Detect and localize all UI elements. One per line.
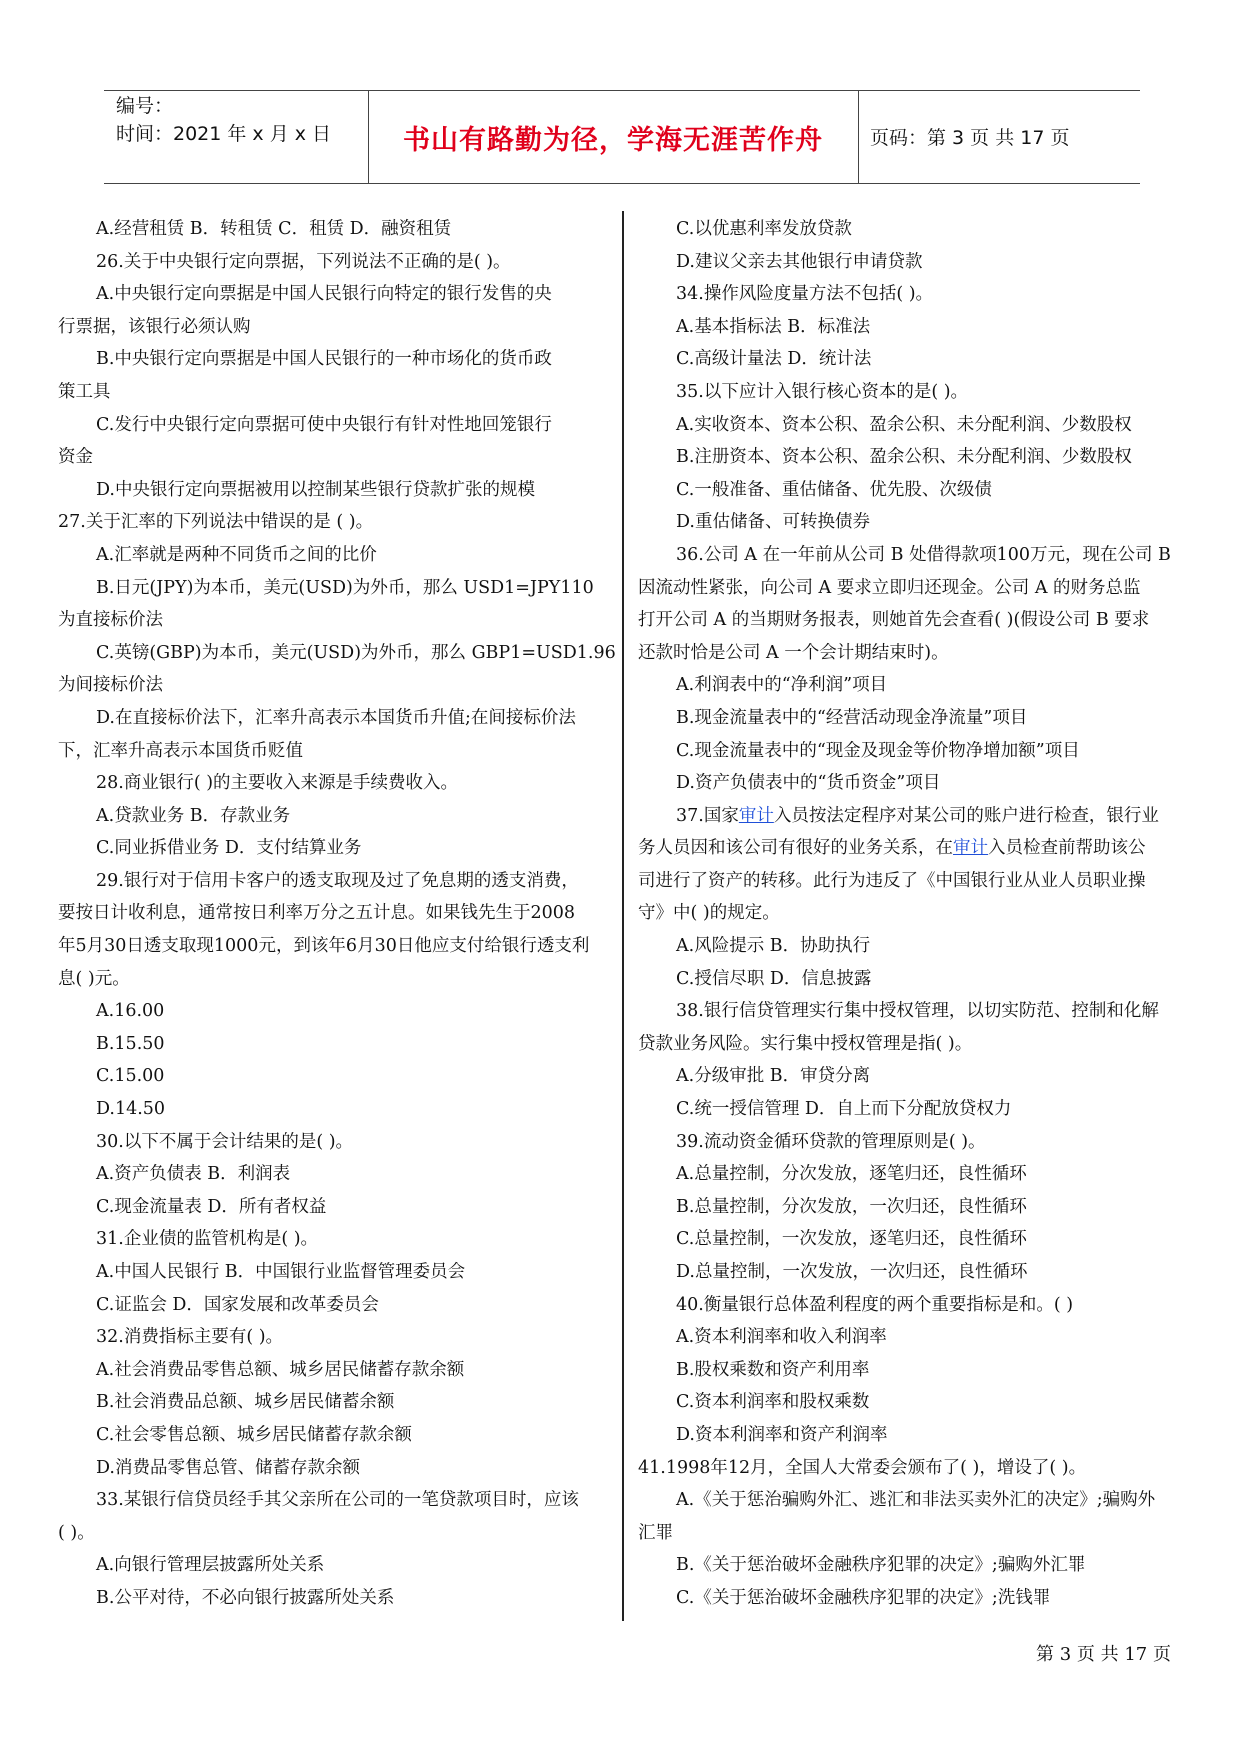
text-line [638,572,1194,605]
text-span: D.资本利润率和资产利润率 [676,1424,888,1445]
text-line: A.社会消费品零售总额、城乡居民储蓄存款余额 [96,1359,465,1380]
text-line [638,735,1194,768]
text-span: 汇罪 [638,1522,673,1543]
header-divider-right [858,90,859,184]
text-line: D.在直接标价法下，汇率升高表示本国货币升值;在间接标价法 [96,707,576,728]
text-line [638,930,1194,963]
text-span: 因流动性紧张，向公司 A 要求立即归还现金。公司 A 的财务总监 [638,577,1141,598]
text-line: 26.关于中央银行定向票据，下列说法不正确的是( )。 [96,251,511,272]
text-span: 41.1998年12月，全国人大常委会颁布了( )，增设了( )。 [638,1457,1087,1478]
text-line: B.15.50 [96,1033,165,1054]
text-line: C.同业拆借业务 D．支付结算业务 [96,838,362,859]
text-line: A.汇率就是两种不同货币之间的比价 [96,544,377,565]
text-span: C.高级计量法 D．统计法 [676,349,872,370]
text-span: B.《关于惩治破坏金融秩序犯罪的决定》;骗购外汇罪 [676,1555,1086,1576]
text-line: A.中央银行定向票据是中国人民银行向特定的银行发售的央 [96,284,552,305]
text-line [638,995,1194,1028]
text-line [638,1223,1194,1256]
text-span: A.基本指标法 B．标准法 [676,316,871,337]
text-line: A.资产负债表 B．利润表 [96,1164,291,1185]
text-line [638,1093,1194,1126]
text-line: B.日元(JPY)为本币，美元(USD)为外币，那么 USD1=JPY110 [96,577,594,598]
text-span: B.注册资本、资本公积、盈余公积、未分配利润、少数股权 [676,447,1132,468]
text-span: 37.国家 [676,805,739,826]
column-divider [622,211,624,1621]
text-line [638,278,1194,311]
text-line [638,865,1194,898]
text-line: 息( )元。 [58,968,130,989]
text-span: B.现金流量表中的“经营活动现金净流量”项目 [676,707,1028,728]
text-span: 36.公司 A 在一年前从公司 B 处借得款项100万元，现在公司 B [676,544,1171,565]
text-span: A.总量控制，分次发放，逐笔归还，良性循环 [676,1164,1027,1185]
header-bottom-rule [104,183,1140,184]
text-line: 30.以下不属于会计结果的是( )。 [96,1131,354,1152]
text-line: C.15.00 [96,1066,165,1087]
text-line [638,213,1194,246]
text-span: 司进行了资产的转移。此行为违反了《中国银行业从业人员职业操 [638,870,1146,891]
header-divider-left [368,90,369,184]
text-line [638,1582,1194,1615]
text-line: 行票据，该银行必须认购 [58,316,251,337]
text-span: C.现金流量表中的“现金及现金等价物净增加额”项目 [676,740,1080,761]
text-line: A.贷款业务 B．存款业务 [96,805,291,826]
text-span: 贷款业务风险。实行集中授权管理是指( )。 [638,1033,973,1054]
text-span: A.分级审批 B．审贷分离 [676,1066,871,1087]
text-line: A.经营租赁 B．转租赁 C．租赁 D．融资租赁 [96,219,452,239]
text-line [638,1354,1194,1387]
text-line: 32.消费指标主要有( )。 [96,1327,284,1348]
text-line [638,669,1194,702]
text-line [638,1191,1194,1224]
text-line: 29.银行对于信用卡客户的透支取现及过了免息期的透支消费， [96,870,579,891]
text-line [638,1158,1194,1191]
text-line [638,409,1194,442]
text-span: C.授信尽职 D．信息披露 [676,968,872,989]
text-line [638,1386,1194,1419]
text-line: 下，汇率升高表示本国货币贬值 [58,740,303,761]
text-line [638,800,1194,833]
header-page-label: 页码：第 3 页 共 17 页 [870,127,1070,149]
left-column [58,213,616,1615]
number-label: 编号： [116,95,174,117]
text-line [638,474,1194,507]
text-span: D.总量控制，一次发放，一次归还，良性循环 [676,1262,1028,1282]
audit-link[interactable]: 审计 [953,838,988,859]
text-line [638,832,1194,865]
text-line: B.社会消费品总额、城乡居民储蓄余额 [96,1392,395,1413]
text-span: D.资产负债表中的“货币资金”项目 [676,773,941,794]
text-line: 资金 [58,447,93,468]
text-line [638,376,1194,409]
text-line [638,1321,1194,1354]
text-span: C.以优惠利率发放贷款 [676,219,852,239]
text-line: C.社会零售总额、城乡居民储蓄存款余额 [96,1424,412,1445]
text-line [638,637,1194,670]
text-line [638,311,1194,344]
text-line [638,343,1194,376]
text-span: 38.银行信贷管理实行集中授权管理，以切实防范、控制和化解 [676,1001,1159,1022]
text-line [638,441,1194,474]
text-line: 31.企业债的监管机构是( )。 [96,1229,319,1250]
text-line [638,1517,1194,1550]
text-span: A.风险提示 B．协助执行 [676,936,871,957]
text-line: 33.某银行信贷员经手其父亲所在公司的一笔贷款项目时，应该 [96,1490,579,1511]
text-line: C.发行中央银行定向票据可使中央银行有针对性地回笼银行 [96,414,552,435]
text-span: 39.流动资金循环贷款的管理原则是( )。 [676,1131,986,1152]
text-span: 40.衡量银行总体盈利程度的两个重要指标是和。( ) [676,1294,1074,1315]
text-line [638,1256,1194,1289]
text-span: 34.操作风险度量方法不包括( )。 [676,284,934,305]
right-column [638,213,1194,1615]
text-line [638,1126,1194,1159]
audit-link[interactable]: 审计 [738,805,774,826]
text-line: A.16.00 [96,1001,165,1022]
text-line: D.中央银行定向票据被用以控制某些银行贷款扩张的规模 [96,479,535,500]
text-line: A.中国人民银行 B．中国银行业监督管理委员会 [96,1262,466,1282]
text-line: D.消费品零售总管、储蓄存款余额 [96,1457,360,1478]
text-span: 还款时恰是公司 A 一个会计期结束时)。 [638,642,949,663]
header-motto: 书山有路勤为径，学海无涯苦作舟 [403,125,823,156]
text-span: A.利润表中的“净利润”项目 [676,675,888,696]
text-span: C.《关于惩治破坏金融秩序犯罪的决定》;洗钱罪 [676,1587,1051,1608]
text-line [638,767,1194,800]
text-span: 打开公司 A 的当期财务报表，则她首先会查看( )(假设公司 B 要求 [638,610,1150,631]
text-span: B.股权乘数和资产利用率 [676,1359,870,1380]
text-span: D.建议父亲去其他银行申请贷款 [676,251,923,272]
header-meta [116,92,331,148]
text-span: C.一般准备、重估储备、优先股、次级债 [676,479,992,500]
text-line [638,1289,1194,1322]
text-line: 策工具 [58,381,111,402]
text-line [638,897,1194,930]
time-label: 时间：2021 年 x 月 x 日 [116,123,332,145]
text-line [638,702,1194,735]
text-span: 35.以下应计入银行核心资本的是( )。 [676,381,969,402]
text-line: ( )。 [58,1522,95,1543]
text-line [638,1060,1194,1093]
text-span: A.资本利润率和收入利润率 [676,1327,887,1348]
text-line: 为直接标价法 [58,610,163,631]
page-footer: 第 3 页 共 17 页 [1036,1644,1171,1665]
text-span: 守》中( )的规定。 [638,903,780,924]
text-line [638,246,1194,279]
text-line: D.14.50 [96,1099,166,1120]
text-line [638,506,1194,539]
text-line: B.中央银行定向票据是中国人民银行的一种市场化的货币政 [96,349,552,370]
text-line: C.英镑(GBP)为本币，美元(USD)为外币，那么 GBP1=USD1.96 [96,642,616,663]
text-line: 要按日计收利息，通常按日利率万分之五计息。如果钱先生于2008 [58,903,576,924]
text-span: C.总量控制，一次发放，逐笔归还，良性循环 [676,1229,1027,1250]
text-line [638,1028,1194,1061]
text-line: B.公平对待，不必向银行披露所处关系 [96,1587,395,1608]
text-line [638,539,1194,572]
text-span: 入员检查前帮助该公 [988,838,1146,859]
text-span: A.实收资本、资本公积、盈余公积、未分配利润、少数股权 [676,414,1132,435]
text-line: 为间接标价法 [58,675,163,696]
text-line [638,604,1194,637]
text-line: 27.关于汇率的下列说法中错误的是 ( )。 [58,512,374,533]
text-span: 务人员因和该公司有很好的业务关系，在 [638,838,953,859]
text-line: C.现金流量表 D．所有者权益 [96,1196,327,1217]
text-span: A.《关于惩治骗购外汇、逃汇和非法买卖外汇的决定》;骗购外 [676,1490,1156,1511]
text-line: 28.商业银行( )的主要收入来源是手续费收入。 [96,773,459,794]
text-line [638,1419,1194,1452]
text-line: C.证监会 D．国家发展和改革委员会 [96,1294,379,1315]
text-span: D.重估储备、可转换债券 [676,512,870,533]
text-span: B.总量控制，分次发放，一次归还，良性循环 [676,1196,1027,1217]
text-line: A.向银行管理层披露所处关系 [96,1555,325,1576]
text-span: 入员按法定程序对某公司的账户进行检查，银行业 [773,805,1159,826]
text-line [638,1452,1194,1485]
text-line [638,1484,1194,1517]
text-line [638,963,1194,996]
text-span: C.统一授信管理 D．自上而下分配放贷权力 [676,1099,1012,1120]
text-span: C.资本利润率和股权乘数 [676,1392,870,1413]
text-line [638,1549,1194,1582]
text-line: 年5月30日透支取现1000元，到该年6月30日他应支付给银行透支利 [58,936,590,957]
header-top-rule [104,90,1140,91]
